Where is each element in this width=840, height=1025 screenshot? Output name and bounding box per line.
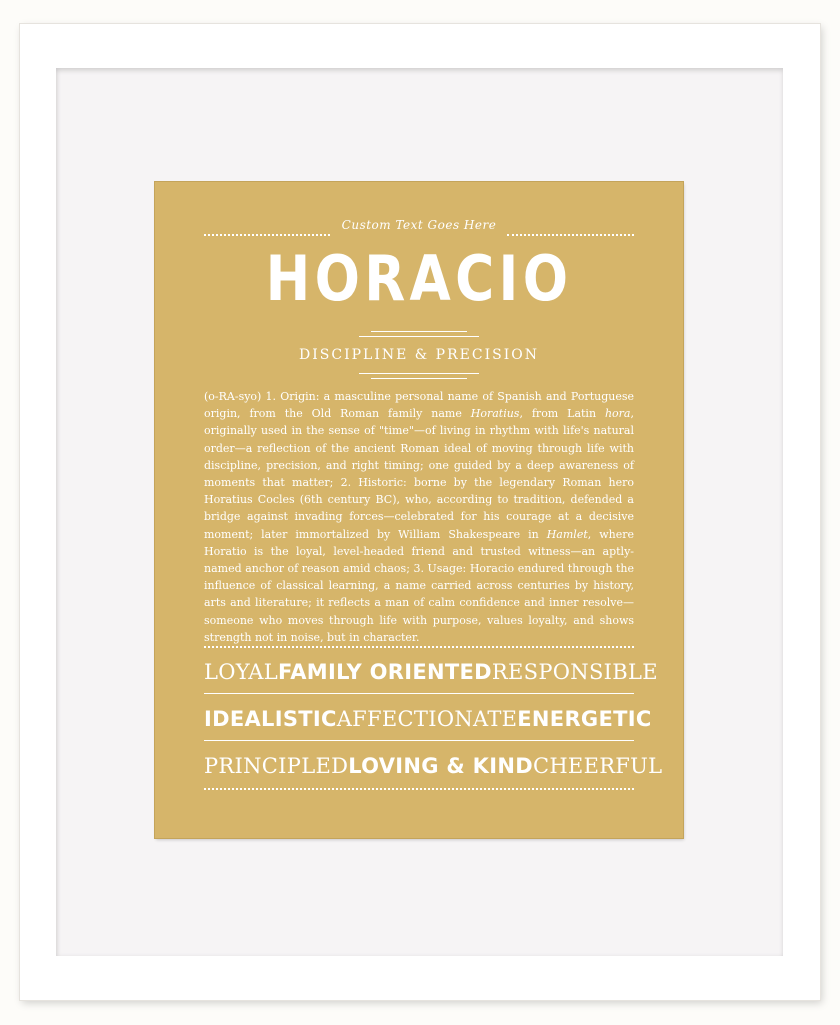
trait-word: RESPONSIBLE bbox=[491, 660, 658, 684]
poster-name-title: HORACIO bbox=[265, 242, 573, 315]
trait-word: CHEERFUL bbox=[532, 754, 663, 778]
frame-mat bbox=[56, 68, 783, 956]
header-dots-right bbox=[507, 234, 634, 236]
trait-word: IDEALISTIC bbox=[204, 707, 337, 731]
trait-row-2 bbox=[204, 702, 652, 736]
traits-bottom-dots bbox=[204, 788, 634, 790]
header-dots-left bbox=[204, 234, 330, 236]
divider-line bbox=[359, 336, 479, 337]
name-poster bbox=[155, 182, 683, 838]
name-definition: (o-RA-syo) 1. Origin: a masculine personal name of Spanish and Portuguese origin, from the Old Roman family name Horatius, from Latin hora, originally used in the sense of "time"—of living in rhythm with life's natural order—a reflection of the ancient Roman ideal of moving through life with discipline, precision, and right timing; one guided by a deep awareness of moments that matter; 2. Historic: borne by the legendary Roman hero Horatius Cocles (6th century BC), who, according to tradition, defended a bridge against invading forces—celebrated for his courage at a decisive moment; later immortalized by William Shakespeare in Hamlet, where Horatio is the loyal, level-headed friend and trusted witness—an aptly-named anchor of reason amid chaos; 3. Usage: Horacio endured through the influence of classical learning, a name carried across centuries by history, arts and literature; it reflects a man of calm confidence and inner resolve—someone who moves through life with purpose, values loyalty, and shows strength not in noise, but in character. bbox=[204, 390, 634, 644]
divider-line bbox=[371, 378, 467, 379]
trait-word: FAMILY ORIENTED bbox=[278, 660, 492, 684]
traits-top-dots bbox=[204, 646, 634, 648]
trait-divider bbox=[204, 740, 634, 741]
trait-divider bbox=[204, 693, 634, 694]
trait-row-1 bbox=[204, 655, 658, 689]
trait-word: LOYAL bbox=[204, 660, 279, 684]
trait-word: ENERGETIC bbox=[517, 707, 652, 731]
divider-line bbox=[371, 331, 467, 332]
divider-line bbox=[359, 373, 479, 374]
custom-text: Custom Text Goes Here bbox=[341, 218, 497, 232]
name-meaning: DISCIPLINE & PRECISION bbox=[299, 347, 539, 363]
trait-row-3 bbox=[204, 749, 663, 783]
trait-word: LOVING & KIND bbox=[348, 754, 533, 778]
trait-word: AFFECTIONATE bbox=[336, 707, 518, 731]
trait-word: PRINCIPLED bbox=[204, 754, 349, 778]
picture-frame bbox=[20, 24, 820, 1000]
